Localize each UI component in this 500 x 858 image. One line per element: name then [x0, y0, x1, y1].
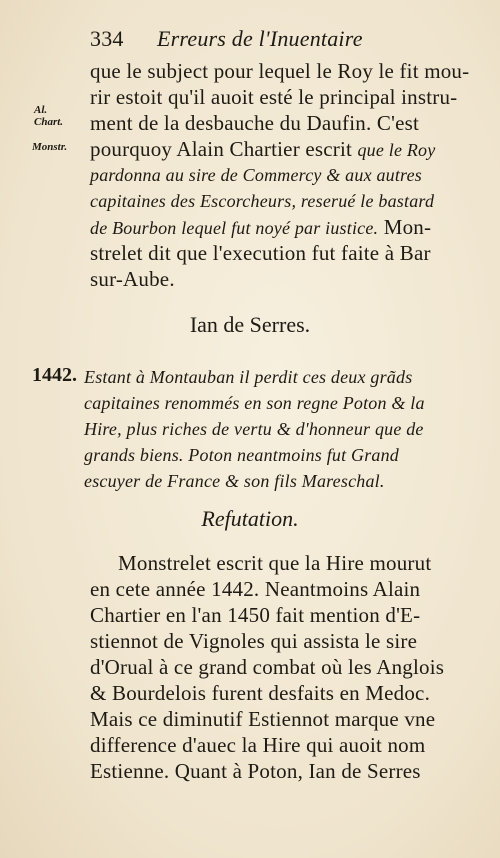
- margin-note-monstrelet: Monstr.: [32, 141, 68, 153]
- quote-line: capitaines renommés en son regne Poton & la: [84, 393, 425, 413]
- text-segment: Mon-: [383, 215, 432, 239]
- margin-note-alain-chartier: Al. Chart.: [34, 104, 64, 128]
- text-line: stiennot de Vignoles qui assista le sire: [90, 629, 418, 653]
- text-line: difference d'auec la Hire qui auoit nom: [90, 733, 426, 757]
- text-line: d'Orual à ce grand combat où les Anglois: [90, 655, 445, 679]
- italic-segment: de Bourbon lequel fut noyé par iustice.: [90, 218, 379, 238]
- italic-segment: que le Roy: [357, 140, 436, 160]
- section-title-ian-de-serres: Ian de Serres.: [189, 312, 311, 337]
- margin-year: 1442.: [32, 364, 77, 386]
- page-header: [90, 26, 363, 52]
- italic-line: capitaines des Escorcheurs, reserué le bastard: [90, 191, 435, 211]
- text-line: Mais ce diminutif Estiennot marque vne: [90, 707, 436, 731]
- text-line: [90, 136, 435, 163]
- text-line: Chartier en l'an 1450 fait mention d'E-: [90, 603, 421, 627]
- text-line: strelet dit que l'execution fut faite à Bar: [90, 241, 431, 265]
- quote-line: grands biens. Poton neantmoins fut Grand: [84, 445, 400, 465]
- page-number: 334: [90, 26, 124, 51]
- section-title-refutation: Refutation.: [201, 506, 299, 531]
- italic-line: pardonna au sire de Commercy & aux autres: [90, 165, 422, 185]
- quote-line: Estant à Montauban il perdit ces deux grãds: [84, 367, 413, 387]
- text-line: Estienne. Quant à Poton, Ian de Serres: [90, 759, 421, 783]
- text-line: sur-Aube.: [90, 267, 175, 291]
- text-segment: pourquoy Alain Chartier escrit: [90, 137, 353, 161]
- text-line: rir estoit qu'il auoit esté le principal instru-: [90, 85, 458, 109]
- text-line: que le subject pour lequel le Roy le fit mou-: [90, 59, 470, 83]
- text-line: en cete année 1442. Neantmoins Alain: [90, 577, 421, 601]
- text-line: & Bourdelois furent desfaits en Medoc.: [90, 681, 431, 705]
- quote-line: Hire, plus riches de vertu & d'honneur que de: [84, 419, 424, 439]
- text-line: Monstrelet escrit que la Hire mourut: [118, 551, 432, 575]
- text-line: [90, 214, 431, 241]
- running-title: Erreurs de l'Inuentaire: [157, 26, 363, 51]
- quote-line: escuyer de France & son fils Mareschal.: [84, 471, 385, 491]
- text-line: ment de la desbauche du Daufin. C'est: [90, 111, 420, 135]
